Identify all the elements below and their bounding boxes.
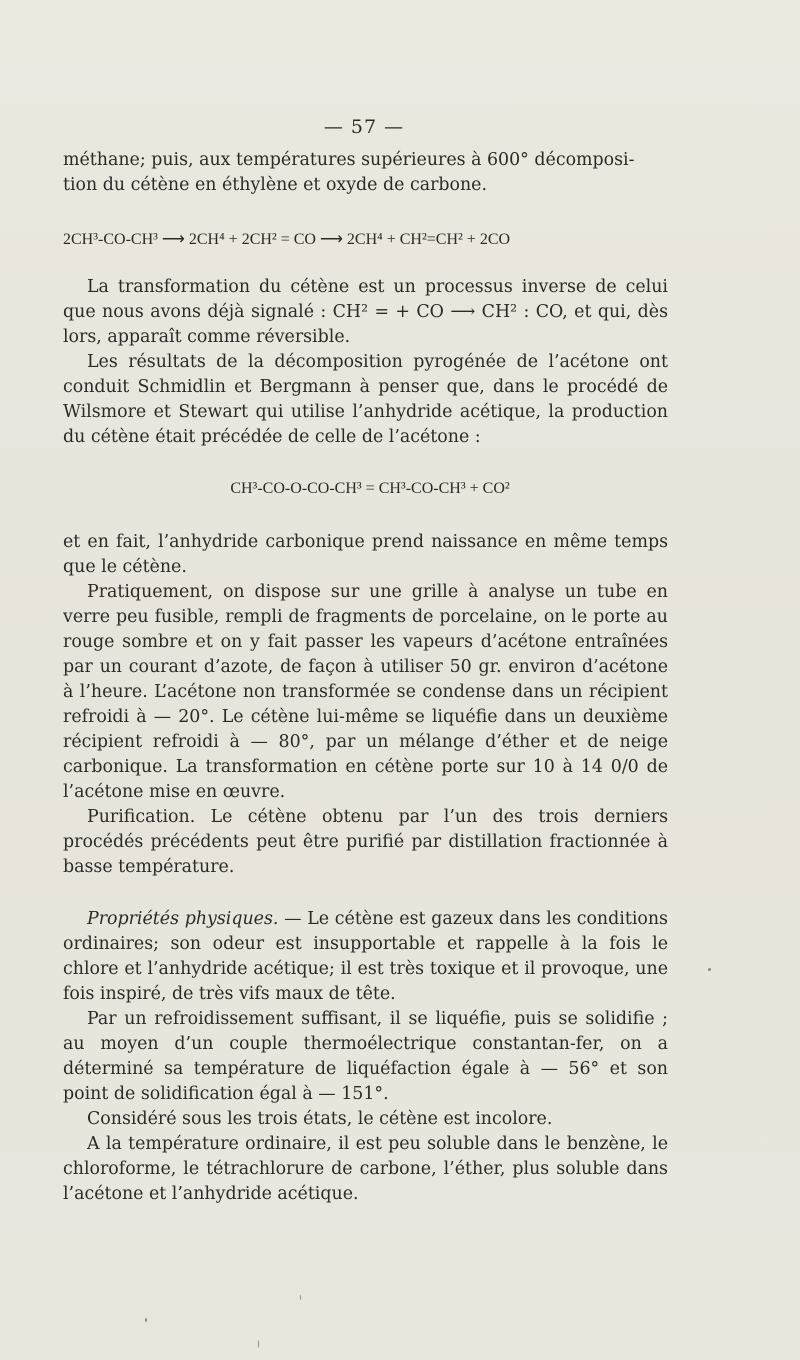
formula-decomposition: 2CH³-CO-CH³ ⟶ 2CH⁴ + 2CH² = CO ⟶ 2CH⁴ + CH²=CH² + 2CO — [63, 231, 511, 248]
text-block-proprietes — [63, 907, 668, 1207]
paragraph-refroidissement: Par un refroidissement suffisant, il se liquéfie, puis se solidifie ; au moyen d’un couple thermoélectrique constantan-fer, on a déterminé sa température de liquéfaction égale à — 56° et son point de solidification égal à — 151°. — [63, 1009, 668, 1104]
intro-text — [63, 148, 668, 198]
paper-speck — [258, 1340, 259, 1348]
paper-speck — [300, 1295, 301, 1300]
paragraph-considere: Considéré sous les trois états, le cétène est incolore. — [87, 1109, 553, 1129]
paragraph-pratiquement: Pratiquement, on dispose sur une grille à analyse un tube en verre peu fusible, rempli de fragments de porcelaine, on le porte au rouge sombre et on y fait passer les vapeurs d’acétone entraînées par un courant d’azote, de façon à utiliser 50 gr. environ d’acétone à l’heure. L’acétone non transformée se condense dans un récipient refroidi à — 20°. Le cétène lui-même se liquéfie dans un deuxième récipient refroidi à — 80°, par un mélange d’éther et de neige carbonique. La transformation en cétène porte sur 10 à 14 0/0 de l’acétone mise en œuvre. — [63, 582, 668, 802]
paragraph-solubilite: A la température ordinaire, il est peu soluble dans le benzène, le chloroforme, le tétrachlorure de carbone, l’éther, plus soluble dans l’acétone et l’anhydride acétique. — [63, 1134, 668, 1204]
text-block-procede — [63, 530, 668, 880]
text-block-transformation — [63, 275, 668, 450]
intro-line-2: tion du cétène en éthylène et oxyde de carbone. — [63, 175, 487, 195]
page-number: — 57 — — [323, 116, 405, 138]
proprietes-text: — Le cétène est gazeux dans les conditions ordinaires; son odeur est insupportable et rappelle à la fois le chlore et l’anhydride acétique; il est très toxique et il provoque, une fois inspiré, de très vifs maux de tête. — [63, 909, 668, 1004]
intro-line-1: méthane; puis, aux températures supérieures à 600° décomposi- — [63, 150, 635, 170]
paragraph-resultats: Les résultats de la décomposition pyrogénée de l’acétone ont conduit Schmidlin et Bergmann à penser que, dans le procédé de Wilsmore et Stewart qui utilise l’anhydride acétique, la production du cétène était précédée de celle de l’acétone : — [63, 352, 668, 447]
paragraph-purification: Purification. Le cétène obtenu par l’un des trois derniers procédés précédents peut être purifié par distillation fractionnée à basse température. — [63, 807, 668, 877]
section-heading-proprietes: Propriétés physiques. — [87, 909, 279, 929]
paper-speck — [708, 968, 711, 971]
paragraph-en-fait: et en fait, l’anhydride carbonique prend naissance en même temps que le cétène. — [63, 532, 668, 577]
formula-anhydride: CH³-CO-O-CO-CH³ = CH³-CO-CH³ + CO² — [230, 480, 510, 497]
paragraph-transformation: La transformation du cétène est un processus inverse de celui que nous avons déjà signalé : CH² = + CO ⟶ CH² : CO, et qui, dès lors, apparaît comme réversible. — [63, 277, 668, 347]
paper-speck — [145, 1318, 147, 1322]
paragraph-proprietes — [63, 907, 668, 1007]
